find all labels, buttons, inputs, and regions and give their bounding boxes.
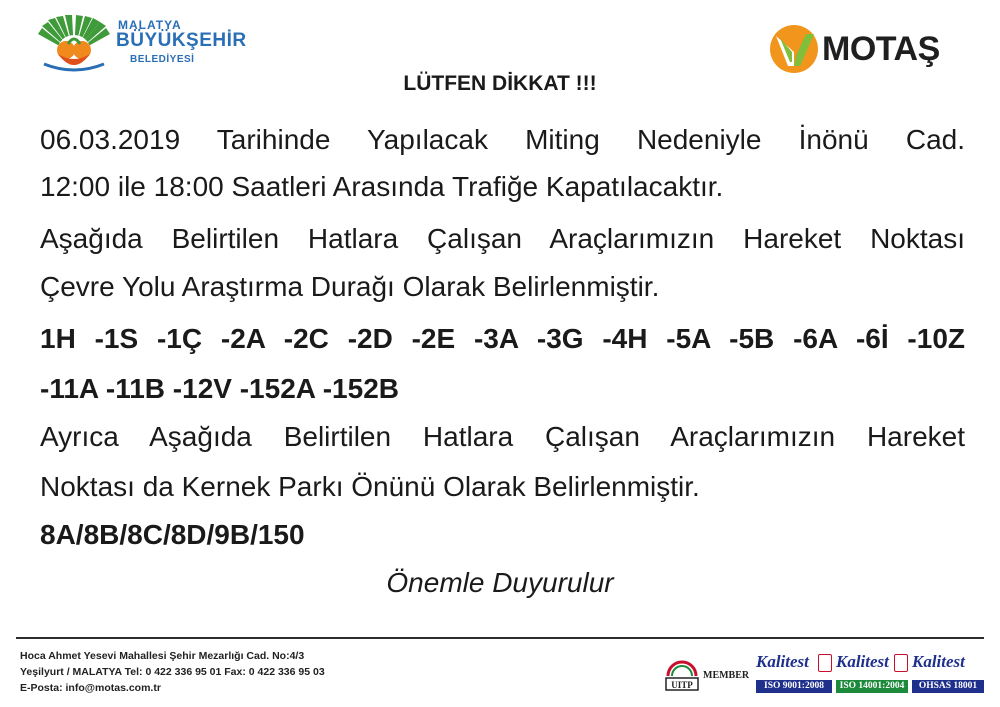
route-list-line-1: 1H -1S -1Ç -2A -2C -2D -2E -3A -3G -4H -5A -5B -6A -6İ -10Z <box>40 323 965 354</box>
footer-address <box>20 648 325 696</box>
cert-brand: Kalitest <box>836 652 889 671</box>
uitp-member-badge <box>662 654 752 696</box>
certification-iso14001 <box>836 652 908 696</box>
footer-divider <box>16 637 984 639</box>
address-line: Hoca Ahmet Yesevi Mahallesi Şehir Mezarlığı Cad. No:4/3 <box>20 650 305 662</box>
certification-iso9001 <box>756 652 832 696</box>
cert-standard: ISO 9001:2008 <box>756 680 832 693</box>
malatya-buyuksehir-logo <box>34 14 264 74</box>
cert-mark-icon <box>894 654 908 672</box>
cert-mark-icon <box>818 654 832 672</box>
contact-line: Yeşilyurt / MALATYA Tel: 0 422 336 95 01 Fax: 0 422 336 95 03 <box>20 666 325 678</box>
cert-standard: ISO 14001:2004 <box>836 680 908 693</box>
municipality-emblem-icon <box>34 14 114 74</box>
cert-brand: Kalitest <box>912 652 965 671</box>
notice-line-1: 06.03.2019 Tarihinde Yapılacak Miting Nedeniyle İnönü Cad. <box>40 124 965 155</box>
cert-brand: Kalitest <box>756 652 809 671</box>
logo-city-name: MALATYA <box>118 18 182 32</box>
notice-line-2: 12:00 ile 18:00 Saatleri Arasında Trafiğe Kapatılacaktır. <box>40 171 724 202</box>
uitp-label: UITP <box>671 680 693 690</box>
cert-standard: OHSAS 18001 <box>912 680 984 693</box>
logo-metropolitan: BÜYÜKŞEHİR <box>116 30 247 51</box>
notice-title: LÜTFEN DİKKAT !!! <box>403 72 597 95</box>
motas-brand-name: MOTAŞ <box>822 30 940 68</box>
motas-emblem-icon <box>768 22 822 76</box>
certification-ohsas18001 <box>912 652 984 696</box>
route-list-line-3: 8A/8B/8C/8D/9B/150 <box>40 519 305 550</box>
notice-line-6: Noktası da Kernek Parkı Önünü Olarak Belirlenmiştir. <box>40 471 700 502</box>
route-list-line-2: -11A -11B -12V -152A -152B <box>40 373 399 404</box>
notice-line-4: Çevre Yolu Araştırma Durağı Olarak Belirlenmiştir. <box>40 271 660 302</box>
uitp-icon <box>662 654 702 694</box>
notice-line-3: Aşağıda Belirtilen Hatlara Çalışan Araçlarımızın Hareket Noktası <box>40 223 965 254</box>
logo-municipality: BELEDİYESİ <box>130 54 195 65</box>
email-line: E-Posta: info@motas.com.tr <box>20 682 161 694</box>
closing-note: Önemle Duyurulur <box>386 567 614 598</box>
member-label: MEMBER <box>703 670 750 681</box>
notice-line-5: Ayrıca Aşağıda Belirtilen Hatlara Çalışan Araçlarımızın Hareket <box>40 421 965 452</box>
